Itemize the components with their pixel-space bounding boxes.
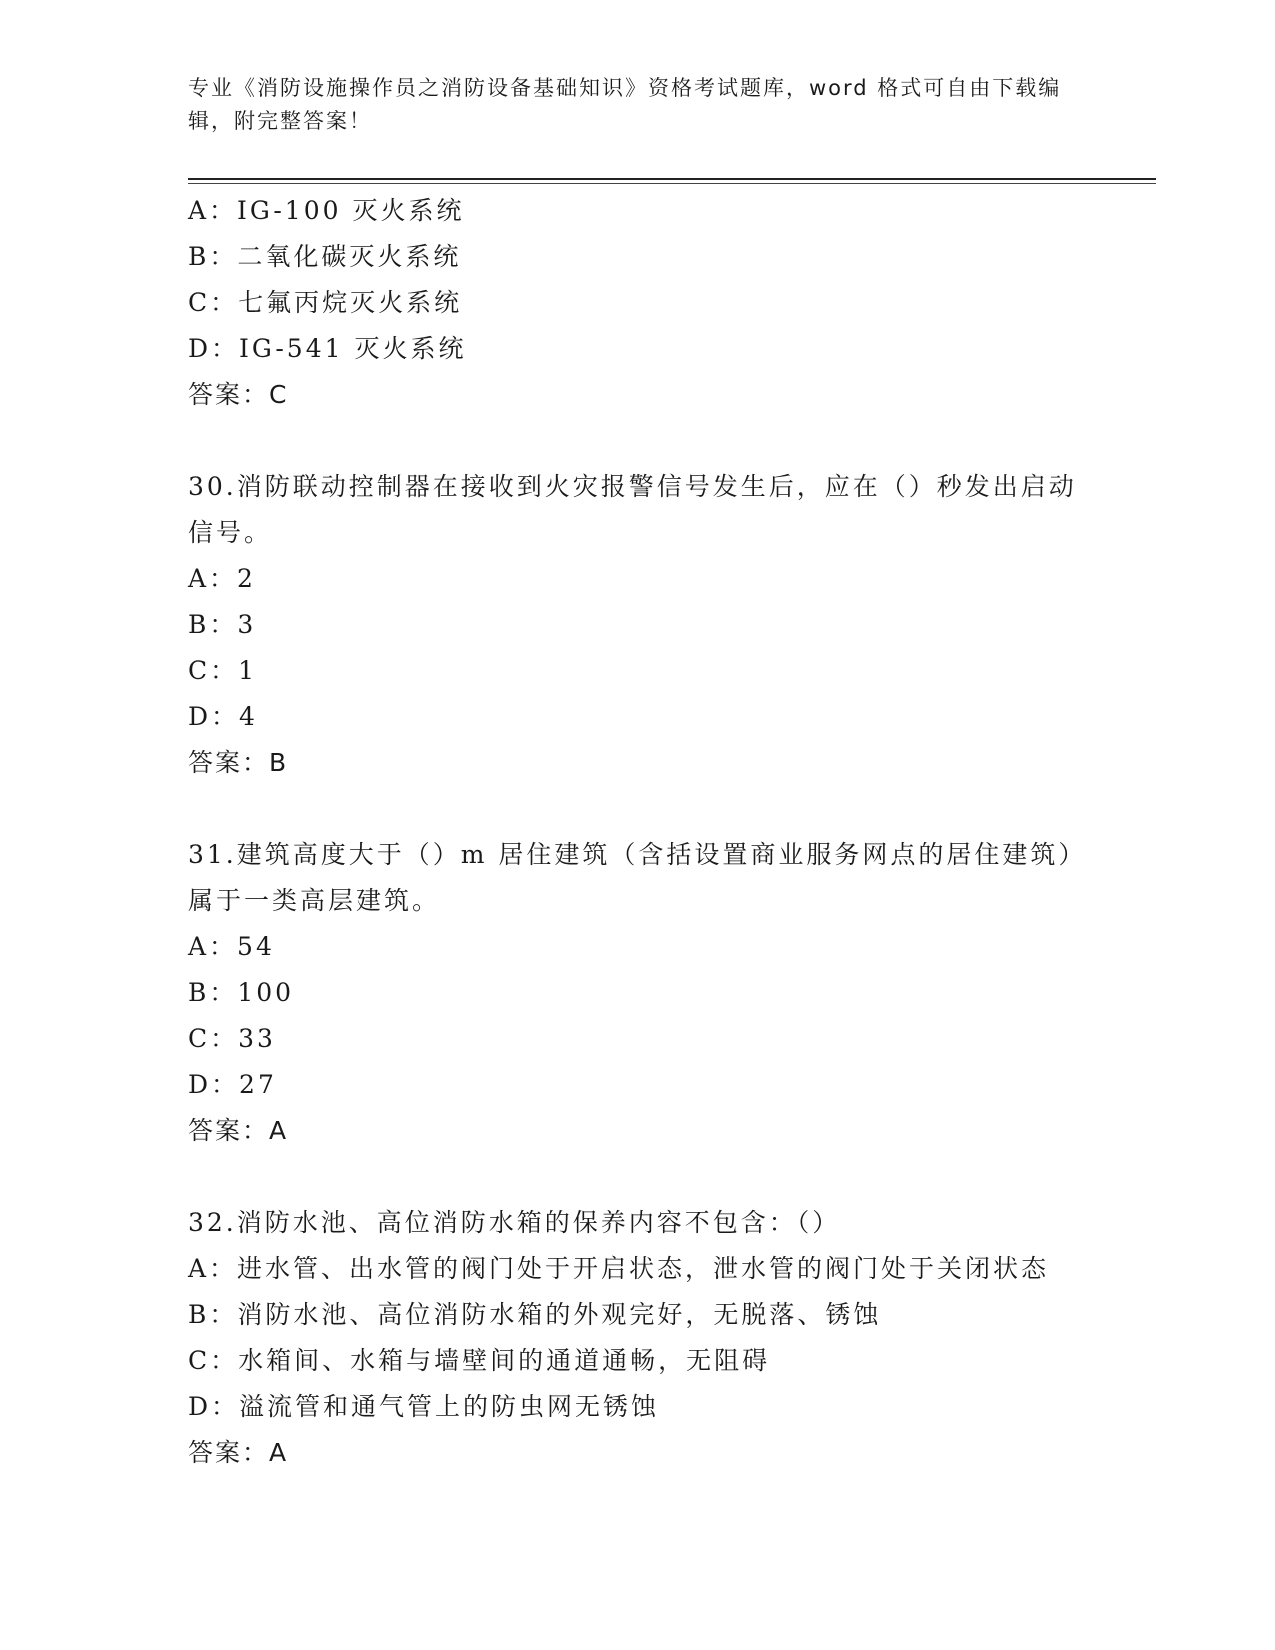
answer: 答案：A [188,1438,289,1467]
question-31 [188,832,1088,1154]
header-divider-thin [188,183,1156,184]
question-content [188,188,1088,1476]
option-b: B：消防水池、高位消防水箱的外观完好，无脱落、锈蚀 [188,1300,882,1329]
option-b: B：二氧化碳灭火系统 [188,242,462,271]
option-a: A：2 [188,564,256,593]
option-c: C：水箱间、水箱与墙壁间的通道通畅，无阻碍 [188,1346,771,1375]
option-b: B：100 [188,978,295,1007]
question-stem: 30.消防联动控制器在接收到火灾报警信号发生后，应在（）秒发出启动信号。 [188,472,1077,547]
question-stem: 32.消防水池、高位消防水箱的保养内容不包含：（） [188,1208,841,1237]
option-d: D：溢流管和通气管上的防虫网无锈蚀 [188,1392,660,1421]
option-c: C：七氟丙烷灭火系统 [188,288,463,317]
option-a: A：54 [188,932,275,961]
option-b: B：3 [188,610,257,639]
option-d: D：27 [188,1070,277,1099]
question-30 [188,464,1088,786]
option-d: D：IG-541 灭火系统 [188,334,467,363]
option-c: C：33 [188,1024,276,1053]
answer: 答案：C [188,380,289,409]
question-stem: 31.建筑高度大于（）m 居住建筑（含括设置商业服务网点的居住建筑）属于一类高层建筑。 [188,840,1074,915]
question-32 [188,1200,1088,1476]
answer: 答案：A [188,1116,289,1145]
document-header: 专业《消防设施操作员之消防设备基础知识》资格考试题库，word 格式可自由下载编辑，附完整答案！ [188,76,1062,133]
header-divider-thick [188,178,1156,180]
option-c: C：1 [188,656,258,685]
option-d: D：4 [188,702,258,731]
option-a: A：进水管、出水管的阀门处于开启状态，泄水管的阀门处于关闭状态 [188,1254,1050,1283]
option-a: A：IG-100 灭火系统 [188,196,465,225]
answer: 答案：B [188,748,289,777]
prev-question-block [188,188,1088,418]
